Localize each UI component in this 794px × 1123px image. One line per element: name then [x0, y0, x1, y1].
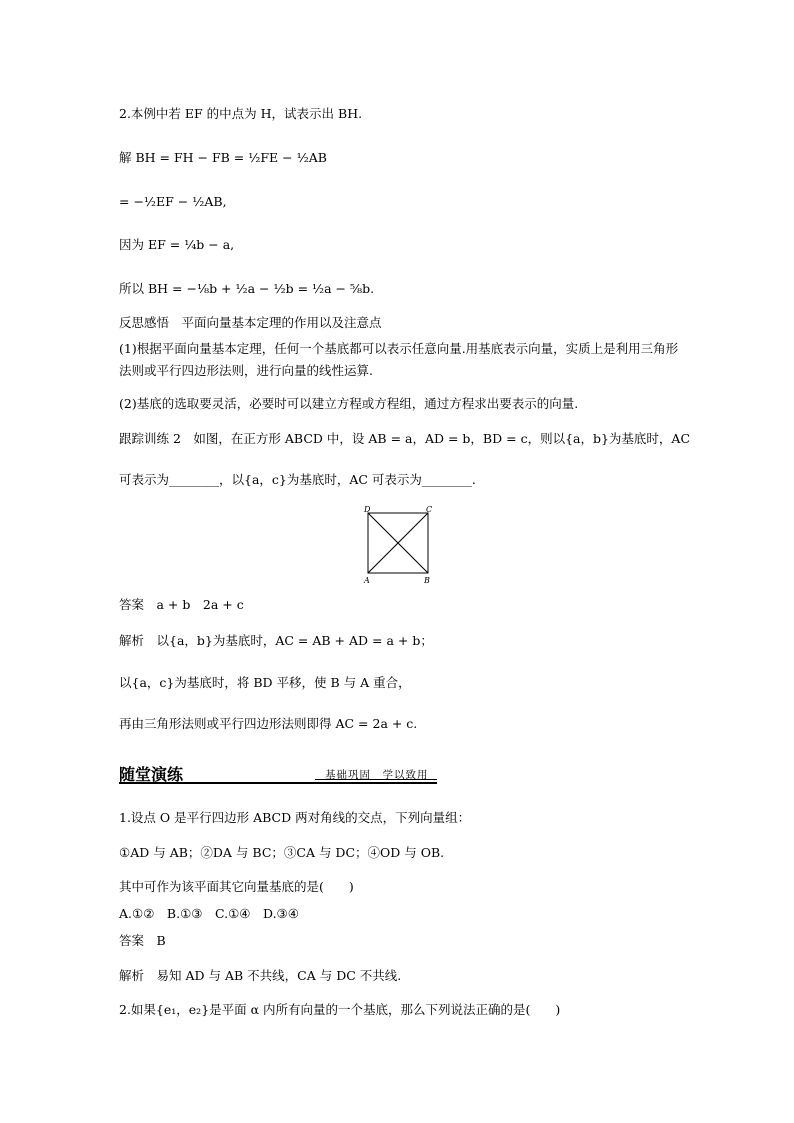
exercise-1-analysis: 解析 易知 AD 与 AB 不共线，CA 与 DC 不共线. — [119, 968, 402, 983]
practice-2-question: 跟踪训练 2 如图，在正方形 ABCD 中，设 AB = a，AD = b，BD = c，则以{a，b}为基底时，AC — [119, 431, 691, 446]
practice-2-blanks: 可表示为________，以{a，c}为基底时，AC 可表示为________. — [119, 472, 476, 487]
practice-2-analysis-1: 解析 以{a，b}为基底时，AC = AB + AD = a + b； — [119, 633, 433, 648]
section-subtitle: 基础巩固 学以致用 — [325, 769, 429, 781]
reflection-heading: 反思感悟 平面向量基本定理的作用以及注意点 — [119, 315, 382, 330]
section-subtitle-rule — [315, 779, 437, 780]
practice-2-analysis-3: 再由三角形法则或平行四边形法则即得 AC = 2a + c. — [119, 716, 418, 731]
label-a: A — [364, 576, 370, 585]
exercise-1-prompt: 其中可作为该平面其它向量基底的是( ) — [119, 879, 354, 894]
practice-2-answer: 答案 a + b 2a + c — [119, 597, 244, 612]
solution-step-4: 所以 BH = −⅛b + ½a − ½b = ½a − ⅝b. — [119, 281, 375, 296]
section-title: 随堂演练 — [119, 765, 184, 784]
exercise-1-question: 1.设点 O 是平行四边形 ABCD 两对角线的交点，下列向量组： — [119, 810, 471, 825]
section-rule — [119, 782, 437, 784]
solution-step-2: = −½EF − ½AB, — [119, 194, 227, 209]
reflection-point-2: (2)基底的选取要灵活，必要时可以建立方程或方程组，通过方程求出要表示的向量. — [119, 396, 579, 411]
solution-step-1: 解 BH = FH − FB = ½FE − ½AB — [119, 150, 327, 165]
exercise-2-question: 2.如果{e₁，e₂}是平面 α 内所有向量的一个基底，那么下列说法正确的是( ) — [119, 1002, 561, 1017]
label-d: D — [364, 505, 371, 514]
square-figure — [360, 503, 440, 588]
exercise-1-groups: ①AD 与 AB；②DA 与 BC；③CA 与 DC；④OD 与 OB. — [119, 845, 445, 860]
practice-2-analysis-2: 以{a，c}为基底时，将 BD 平移，使 B 与 A 重合， — [119, 675, 411, 690]
exercise-1-answer: 答案 B — [119, 933, 166, 948]
exercise-1-options: A.①② B.①③ C.①④ D.③④ — [119, 906, 299, 921]
label-b: B — [424, 576, 430, 585]
question-2-title: 2.本例中若 EF 的中点为 H，试表示出 BH. — [119, 106, 363, 121]
reflection-point-1: (1)根据平面向量基本定理，任何一个基底都可以表示任意向量.用基底表示向量，实质上是利用三角形法则或平行四边形法则，进行向量的线性运算. — [119, 341, 679, 378]
label-c: C — [426, 505, 433, 514]
solution-step-3: 因为 EF = ¼b − a, — [119, 237, 235, 252]
